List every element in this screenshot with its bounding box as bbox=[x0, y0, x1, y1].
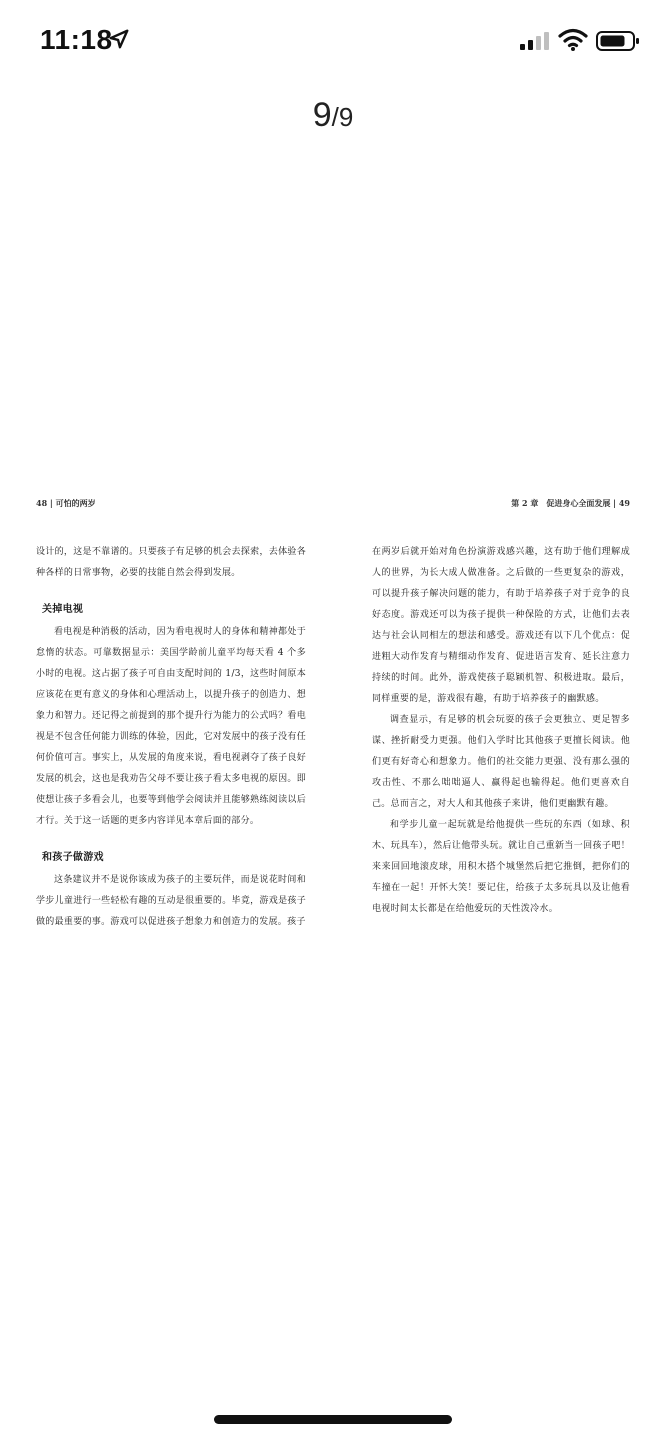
battery-icon bbox=[596, 30, 640, 52]
paragraph: 设计的，这是不靠谱的。只要孩子有足够的机会去探索，去体验各种各样的日常事物，必要的技能自然会得到发展。 bbox=[36, 547, 306, 578]
paragraph: 和学步儿童一起玩就是给他提供一些玩的东西（如球、积木、玩具车），然后让他带头玩。就让自己重新当一回孩子吧！来来回回地滚皮球，用积木搭个城堡然后把它推倒，把你们的车撞在一起！开怀大笑！要记住，给孩子太多玩具以及让他看电视时间太长都是在给他爱玩的天性泼冷水。 bbox=[372, 820, 630, 914]
home-indicator[interactable] bbox=[214, 1415, 452, 1424]
cellular-signal-icon bbox=[520, 32, 550, 50]
page-counter-current: 9 bbox=[312, 96, 332, 134]
location-arrow-icon bbox=[108, 28, 130, 50]
section-heading: 关掉电视 bbox=[42, 604, 84, 615]
left-book-page bbox=[36, 496, 306, 933]
left-page-text bbox=[36, 542, 306, 933]
left-running-head: 48 | 可怕的两岁 bbox=[36, 498, 96, 508]
right-book-page bbox=[372, 496, 630, 920]
paragraph: 调查显示，有足够的机会玩耍的孩子会更独立、更足智多谋、挫折耐受力更强。他们入学时比其他孩子更擅长阅读。他们更有好奇心和想象力。他们的社交能力更强、没有那么强的攻击性、不那么咄咄逼人、赢得起也输得起。他们更喜欢自己。总而言之，对大人和其他孩子来讲，他们更幽默有趣。 bbox=[372, 715, 630, 809]
right-running-head: 第 2 章 促进身心全面发展 | 49 bbox=[511, 498, 630, 508]
status-bar bbox=[0, 0, 666, 80]
section-heading: 和孩子做游戏 bbox=[42, 852, 104, 863]
paragraph: 这条建议并不是说你该成为孩子的主要玩伴，而是说花时间和学步儿童进行一些轻松有趣的互动是很重要的。毕竟，游戏是孩子做的最重要的事。游戏可以促进孩子想象力和创造力的发展。孩子 bbox=[36, 875, 306, 927]
paragraph: 看电视是种消极的活动，因为看电视时人的身体和精神都处于怠惰的状态。可靠数据显示：美国学龄前儿童平均每天看 4 个多小时的电视。这占据了孩子可自由支配时间的 1/3，这些时间原本应该花在更有意义的身体和心理活动上，以提升孩子的创造力、想象力和智力。还记得之前提到的那个提升行为能力的公式吗？看电视是不包含任何能力训练的体验，因此，它对发展中的孩子没有任何价值可言。事实上，从发展的角度来说，看电视剥夺了孩子良好发展的机会，这也是我劝告父母不要让孩子看太多电视的原因。即使想让孩子多看会儿，也要等到他学会阅读并且能够熟练阅读以后才行。关于这一话题的更多内容详见本章后面的部分。 bbox=[36, 627, 306, 826]
wifi-icon bbox=[558, 28, 588, 52]
right-page-text bbox=[372, 542, 630, 920]
paragraph: 在两岁后就开始对角色扮演游戏感兴趣，这有助于他们理解成人的世界，为长大成人做准备。之后做的一些更复杂的游戏，可以提升孩子解决问题的能力，有助于培养孩子对于竞争的良好态度。游戏还可以为孩子提供一种保险的方式，让他们去表达与社会认同相左的想法和感受。游戏还有以下几个优点：促进粗大动作发育与精细动作发育、促进语言发育、延长注意力持续的时间。此外，游戏使孩子聪颖机智、积极进取。最后，同样重要的是，游戏很有趣，有助于培养孩子的幽默感。 bbox=[372, 547, 630, 704]
page-counter-total: /9 bbox=[331, 102, 354, 132]
page-counter bbox=[0, 96, 666, 135]
scanned-book-spread[interactable] bbox=[24, 496, 642, 927]
status-time: 11:18 bbox=[40, 24, 113, 55]
